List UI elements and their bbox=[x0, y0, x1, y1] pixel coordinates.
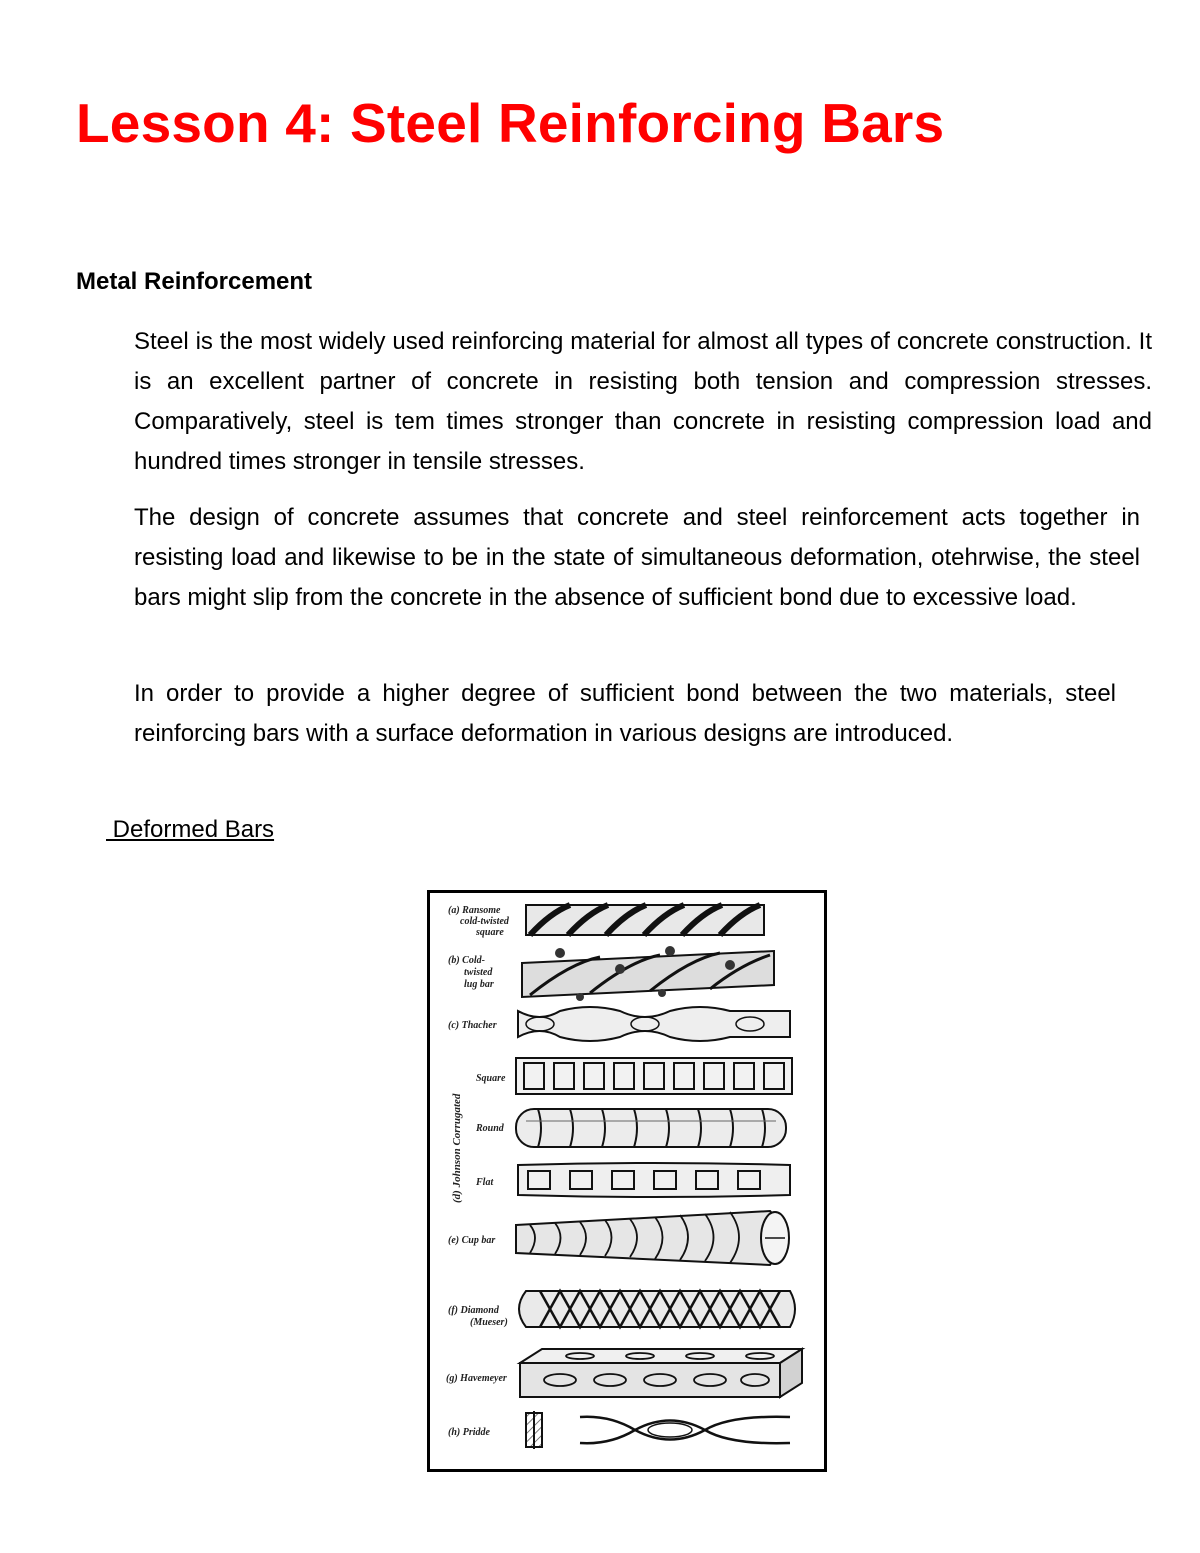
label-b2: twisted bbox=[464, 967, 493, 978]
bar-f-diamond bbox=[519, 1291, 795, 1327]
label-a2: cold-twisted bbox=[460, 916, 509, 927]
label-b1: (b) Cold- bbox=[448, 955, 485, 966]
label-d-group: (d) Johnson Corrugated bbox=[451, 1093, 463, 1203]
deformed-bars-illustration bbox=[430, 893, 824, 1469]
label-d-flat: Flat bbox=[476, 1177, 494, 1188]
paragraph-design-assumption: The design of concrete assumes that concrete and steel reinforcement acts together in resisting load and likewise to be in the state of simultaneous deformation, otehrwise, the steel bars might slip from the concrete in the absence of sufficient bond due to excessive load. bbox=[134, 504, 1140, 611]
paragraph-steel-intro: Steel is the most widely used reinforcing material for almost all types of concrete construction. It is an excellent partner of concrete in resisting both tension and compression stresses. Comparatively, steel is tem times stronger than concrete in resisting compression load and hundred times stronger in tensile stresses. bbox=[134, 328, 1152, 475]
label-h: (h) Pridde bbox=[448, 1427, 490, 1438]
label-d-square: Square bbox=[476, 1073, 506, 1084]
bar-e-cup bbox=[516, 1211, 789, 1265]
paragraph-surface-deformation: In order to provide a higher degree of sufficient bond between the two materials, steel reinforcing bars with a surface deformation in various designs are introduced. bbox=[134, 680, 1116, 747]
label-d-round: Round bbox=[476, 1123, 504, 1134]
label-c: (c) Thacher bbox=[448, 1020, 497, 1031]
label-a3: square bbox=[476, 927, 504, 938]
subheading-deformed-bars: Deformed Bars bbox=[106, 816, 275, 843]
label-f2: (Mueser) bbox=[470, 1317, 508, 1328]
bar-b-lug bbox=[522, 946, 774, 1001]
bar-d-round bbox=[516, 1109, 786, 1147]
bar-d-square bbox=[516, 1058, 792, 1094]
label-b3: lug bar bbox=[464, 979, 494, 990]
bar-d-flat bbox=[518, 1163, 790, 1197]
bar-c-thacher bbox=[518, 1007, 790, 1041]
label-f1: (f) Diamond bbox=[448, 1305, 499, 1316]
label-g: (g) Havemeyer bbox=[446, 1373, 507, 1384]
section-heading: Metal Reinforcement bbox=[76, 268, 313, 295]
deformed-bars-figure bbox=[427, 890, 827, 1472]
label-a1: (a) Ransome bbox=[448, 905, 501, 916]
label-e: (e) Cup bar bbox=[448, 1235, 496, 1246]
bar-h-pridde bbox=[526, 1411, 790, 1449]
bar-g-havemeyer bbox=[520, 1349, 802, 1397]
bar-a-ransome bbox=[526, 905, 764, 935]
page-title: Lesson 4: Steel Reinforcing Bars bbox=[76, 92, 945, 154]
